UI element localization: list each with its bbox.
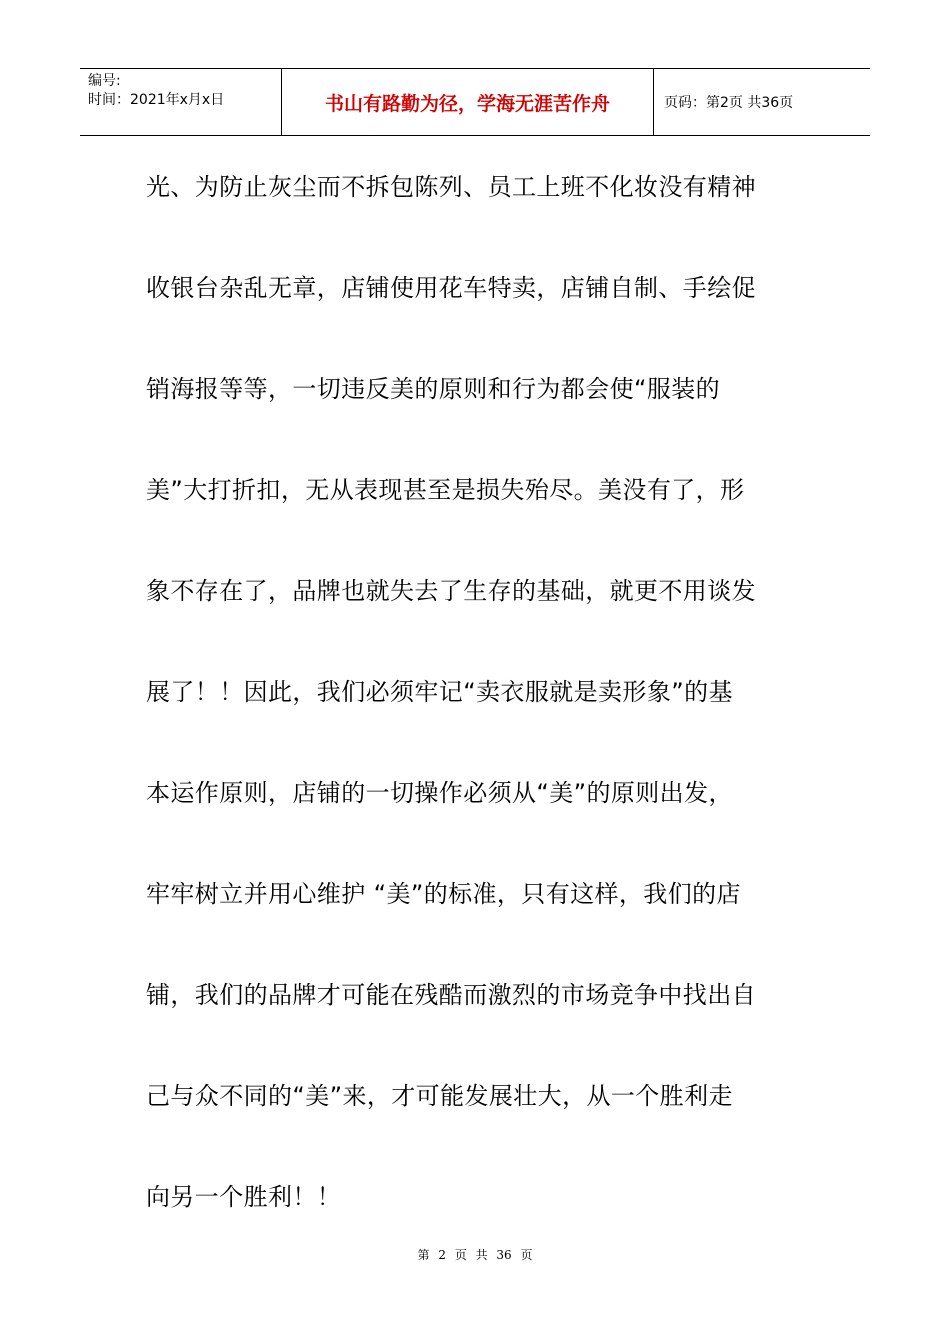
page-footer: 第 2 页 共 36 页 xyxy=(417,1248,533,1262)
body-line: 展了！！因此，我们必须牢记“卖衣服就是卖形象”的基 xyxy=(146,678,733,706)
header-page-info: 页码：第2页 共36页 xyxy=(664,95,794,111)
body-line: 本运作原则，店铺的一切操作必须从“美”的原则出发， xyxy=(146,779,733,807)
header-motto: 书山有路勤为径，学海无涯苦作舟 xyxy=(324,92,610,115)
body-line: 铺，我们的品牌才可能在残酷而激烈的市场竞争中找出自 xyxy=(146,981,756,1009)
header-motto-cell xyxy=(282,69,654,135)
body-line: 牢牢树立并用心维护 “美”的标准，只有这样，我们的店 xyxy=(146,880,741,908)
body-line: 向另一个胜利！！ xyxy=(146,1183,342,1211)
header-meta-cell xyxy=(80,69,282,135)
body-line: 销海报等等，一切违反美的原则和行为都会使“服装的 xyxy=(146,375,721,403)
body-line: 象不存在了，品牌也就失去了生存的基础，就更不用谈发 xyxy=(146,577,756,605)
page-header xyxy=(80,68,870,136)
body-line: 光、为防止灰尘而不拆包陈列、员工上班不化妆没有精神 xyxy=(146,173,756,201)
body-line: 收银台杂乱无章，店铺使用花车特卖，店铺自制、手绘促 xyxy=(146,274,756,302)
document-body xyxy=(146,161,818,1272)
body-line: 美”大打折扣，无从表现甚至是损失殆尽。美没有了，形 xyxy=(146,476,745,504)
header-page-cell xyxy=(654,69,870,135)
body-line: 己与众不同的“美”来，才可能发展壮大，从一个胜利走 xyxy=(146,1082,733,1110)
document-time-label: 时间：2021年x月x日 xyxy=(88,92,225,108)
document-number-label: 编号: xyxy=(88,73,121,89)
